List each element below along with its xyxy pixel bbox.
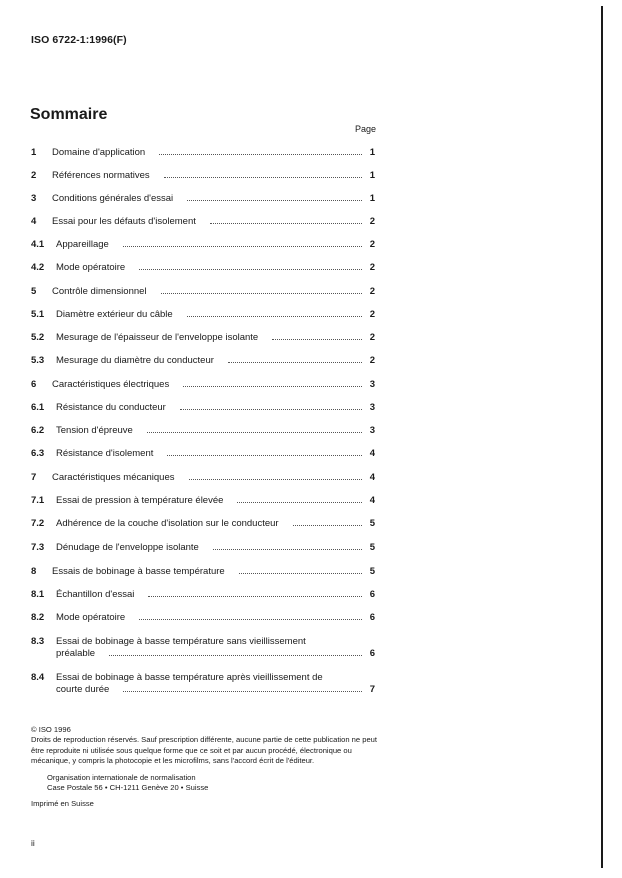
toc-section-number: 5.2 bbox=[31, 332, 45, 343]
toc-page-number: 1 bbox=[369, 147, 375, 158]
dot-leader bbox=[187, 315, 362, 317]
toc-section-number: 7.2 bbox=[31, 518, 45, 529]
dot-leader bbox=[167, 454, 362, 456]
toc-section-number: 6.3 bbox=[31, 448, 45, 459]
dot-leader bbox=[123, 690, 362, 692]
toc-section-title: Références normatives bbox=[52, 170, 150, 181]
toc-page-number: 2 bbox=[369, 332, 375, 343]
toc-page-number: 1 bbox=[369, 193, 375, 204]
toc-page-number: 2 bbox=[369, 309, 375, 320]
dot-leader bbox=[159, 153, 362, 155]
toc-section-number: 8 bbox=[31, 566, 37, 577]
toc-section-number: 5 bbox=[31, 286, 37, 297]
toc-section-title: Diamètre extérieur du câble bbox=[56, 309, 173, 320]
toc-section-title: Tension d'épreuve bbox=[56, 425, 133, 436]
toc-section-number: 8.4 bbox=[31, 672, 45, 683]
toc-section-number: 1 bbox=[31, 147, 37, 158]
dot-leader bbox=[239, 572, 362, 574]
toc-section-title: Domaine d'application bbox=[52, 147, 146, 158]
page-number: ii bbox=[31, 838, 35, 848]
toc-page-number: 2 bbox=[369, 239, 375, 250]
toc-section-number: 8.1 bbox=[31, 589, 45, 600]
toc-section-title: Appareillage bbox=[56, 239, 109, 250]
toc-section-title: Mode opératoire bbox=[56, 612, 126, 623]
toc-section-title: Dénudage de l'enveloppe isolante bbox=[56, 542, 199, 553]
toc-section-title: Résistance du conducteur bbox=[56, 402, 166, 413]
document-id-header: ISO 6722-1:1996(F) bbox=[31, 34, 127, 46]
page-title: Sommaire bbox=[30, 106, 108, 123]
toc-section-title: Résistance d'isolement bbox=[56, 448, 154, 459]
toc-page-number: 5 bbox=[369, 542, 375, 553]
dot-leader bbox=[139, 618, 362, 620]
toc-section-number: 7 bbox=[31, 472, 37, 483]
toc-page-number: 4 bbox=[369, 472, 375, 483]
dot-leader bbox=[213, 548, 362, 550]
toc-section-number: 6.1 bbox=[31, 402, 45, 413]
dot-leader bbox=[161, 292, 362, 294]
toc-page-number: 5 bbox=[369, 518, 375, 529]
toc-page-number: 5 bbox=[369, 566, 375, 577]
dot-leader bbox=[123, 245, 362, 247]
organization-address: Case Postale 56 • CH-1211 Genève 20 • Suisse bbox=[47, 783, 209, 793]
dot-leader bbox=[237, 501, 362, 503]
toc-page-number: 6 bbox=[369, 589, 375, 600]
dot-leader bbox=[164, 176, 362, 178]
toc-section-title: Caractéristiques mécaniques bbox=[52, 472, 175, 483]
toc-section-number: 8.3 bbox=[31, 636, 45, 647]
toc-page-number: 3 bbox=[369, 425, 375, 436]
dot-leader bbox=[147, 431, 362, 433]
dot-leader bbox=[109, 654, 362, 656]
dot-leader bbox=[139, 268, 362, 270]
toc-section-title: Essai de pression à température élevée bbox=[56, 495, 224, 506]
toc-page-number: 3 bbox=[369, 379, 375, 390]
toc-page-number: 2 bbox=[369, 216, 375, 227]
toc-section-number: 4.2 bbox=[31, 262, 45, 273]
dot-leader bbox=[228, 361, 362, 363]
toc-section-title: Caractéristiques électriques bbox=[52, 379, 170, 390]
toc-section-title: Mesurage de l'épaisseur de l'enveloppe isolante bbox=[56, 332, 259, 343]
printed-in: Imprimé en Suisse bbox=[31, 799, 94, 809]
toc-page-number: 4 bbox=[369, 495, 375, 506]
page-column-label: Page bbox=[355, 124, 377, 134]
toc-section-number: 4 bbox=[31, 216, 37, 227]
rights-statement: Droits de reproduction réservés. Sauf prescription différente, aucune partie de cette publication ne peut être reproduite ni utilisée sous quelque forme que ce soit et par aucun procédé, électronique ou mécanique, y compris la photocopie et les microfilms, sans l'accord écrit de l'éditeur. bbox=[31, 735, 378, 766]
dot-leader bbox=[293, 524, 362, 526]
toc-section-title: Adhérence de la couche d'isolation sur le conducteur bbox=[56, 518, 279, 529]
dot-leader bbox=[148, 595, 362, 597]
toc-section-title: Échantillon d'essai bbox=[56, 589, 135, 600]
toc-page-number: 6 bbox=[369, 612, 375, 623]
toc-section-number: 6 bbox=[31, 379, 37, 390]
toc-section-number: 2 bbox=[31, 170, 37, 181]
copyright-line: © ISO 1996 bbox=[31, 725, 71, 734]
toc-section-title: Conditions générales d'essai bbox=[52, 193, 174, 204]
toc-section-title: Mesurage du diamètre du conducteur bbox=[56, 355, 214, 366]
toc-section-title: Contrôle dimensionnel bbox=[52, 286, 147, 297]
toc-section-number: 5.3 bbox=[31, 355, 45, 366]
toc-section-number: 4.1 bbox=[31, 239, 45, 250]
dot-leader bbox=[189, 478, 362, 480]
toc-page-number: 2 bbox=[369, 262, 375, 273]
toc-section-number: 7.1 bbox=[31, 495, 45, 506]
toc-section-number: 3 bbox=[31, 193, 37, 204]
toc-page-number: 6 bbox=[369, 648, 375, 659]
toc-section-title: Essais de bobinage à basse température bbox=[52, 566, 225, 577]
toc-section-number: 8.2 bbox=[31, 612, 45, 623]
dot-leader bbox=[180, 408, 362, 410]
toc-section-title: Essai de bobinage à basse température après vieillissement de bbox=[56, 672, 323, 683]
toc-section-number: 6.2 bbox=[31, 425, 45, 436]
toc-section-title-continued: préalable bbox=[56, 648, 96, 659]
toc-page-number: 2 bbox=[369, 286, 375, 297]
page-edge-rule bbox=[601, 6, 603, 868]
toc-page-number: 4 bbox=[369, 448, 375, 459]
toc-page-number: 3 bbox=[369, 402, 375, 413]
toc-section-number: 5.1 bbox=[31, 309, 45, 320]
toc-section-title: Mode opératoire bbox=[56, 262, 126, 273]
dot-leader bbox=[187, 199, 362, 201]
toc-page-number: 2 bbox=[369, 355, 375, 366]
dot-leader bbox=[272, 338, 362, 340]
toc-page-number: 1 bbox=[369, 170, 375, 181]
toc-section-number: 7.3 bbox=[31, 542, 45, 553]
dot-leader bbox=[183, 385, 362, 387]
toc-page-number: 7 bbox=[369, 684, 375, 695]
legal-notice bbox=[31, 725, 379, 810]
toc-section-title: Essai de bobinage à basse température sans vieillissement bbox=[56, 636, 306, 647]
toc-section-title: Essai pour les défauts d'isolement bbox=[52, 216, 196, 227]
toc-section-title-continued: courte durée bbox=[56, 684, 110, 695]
dot-leader bbox=[210, 222, 362, 224]
organization-name: Organisation internationale de normalisation bbox=[47, 772, 196, 782]
